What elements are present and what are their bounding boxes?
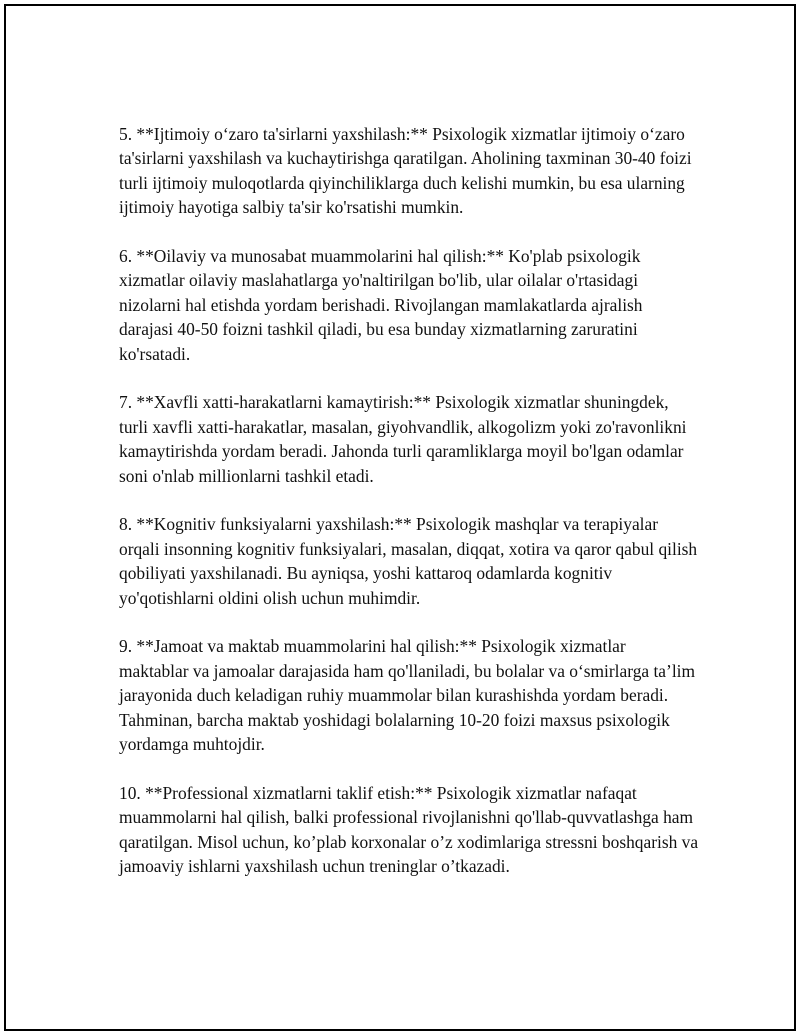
document-body — [119, 122, 699, 903]
paragraph-item-8: 8. **Kognitiv funksiyalarni yaxshilash:** Psixologik mashqlar va terapiyalar orqali insonning kognitiv funksiyalari, masalan, diqqat, xotira va qaror qabul qilish qobiliyati yaxshilanadi. Bu ayniqsa, yoshi kattaroq odamlarda kognitiv yo'qotishlarni oldini olish uchun muhimdir. — [119, 514, 698, 608]
paragraph-item-9: 9. **Jamoat va maktab muammolarini hal qilish:** Psixologik xizmatlar maktablar va jamoalar darajasida ham qo'llaniladi, bu bolalar va o‘smirlarga ta’lim jarayonida duch keladigan ruhiy muammolar bilan kurashishda yordam beradi. Tahminan, barcha maktab yoshidagi bolalarning 10-20 foizi maxsus psixologik yordamga muhtojdir. — [119, 636, 696, 755]
paragraph-item-6: 6. **Oilaviy va munosabat muammolarini hal qilish:** Ko'plab psixologik xizmatlar oilaviy maslahatlarga yo'naltirilgan bo'lib, ular oilalar o'rtasidagi nizolarni hal etishda yordam berishadi. Rivojlangan mamlakatlarda ajralish darajasi 40-50 foizni tashkil qiladi, bu esa bunday xizmatlarning zaruratini ko'rsatadi. — [119, 246, 643, 364]
paragraph-item-7: 7. **Xavfli xatti-harakatlarni kamaytirish:** Psixologik xizmatlar shuningdek, turli xavfli xatti-harakatlar, masalan, giyohvandlik, alkogolizm yoki zo'ravonlikni kamaytirishda yordam beradi. Jahonda turli qaramliklarga moyil bo'lgan odamlar soni o'nlab millionlarni tashkil etadi. — [119, 392, 687, 486]
paragraph-item-5: 5. **Ijtimoiy o‘zaro ta'sirlarni yaxshilash:** Psixologik xizmatlar ijtimoiy o‘zaro ta'sirlarni yaxshilash va kuchaytirishga qaratilgan. Aholining taxminan 30-40 foizi turli ijtimoiy muloqotlarda qiyinchiliklarga duch kelishi mumkin, bu esa ularning ijtimoiy hayotiga salbiy ta'sir ko'rsatishi mumkin. — [119, 124, 692, 218]
page-frame — [4, 4, 796, 1031]
paragraph-item-10: 10. **Professional xizmatlarni taklif etish:** Psixologik xizmatlar nafaqat muammolarni hal qilish, balki professional rivojlanishni qo'llab-quvvatlashga ham qaratilgan. Misol uchun, ko’plab korxonalar o’z xodimlariga stressni boshqarish va jamoaviy ishlarni yaxshilash uchun treninglar o’tkazadi. — [119, 782, 699, 877]
